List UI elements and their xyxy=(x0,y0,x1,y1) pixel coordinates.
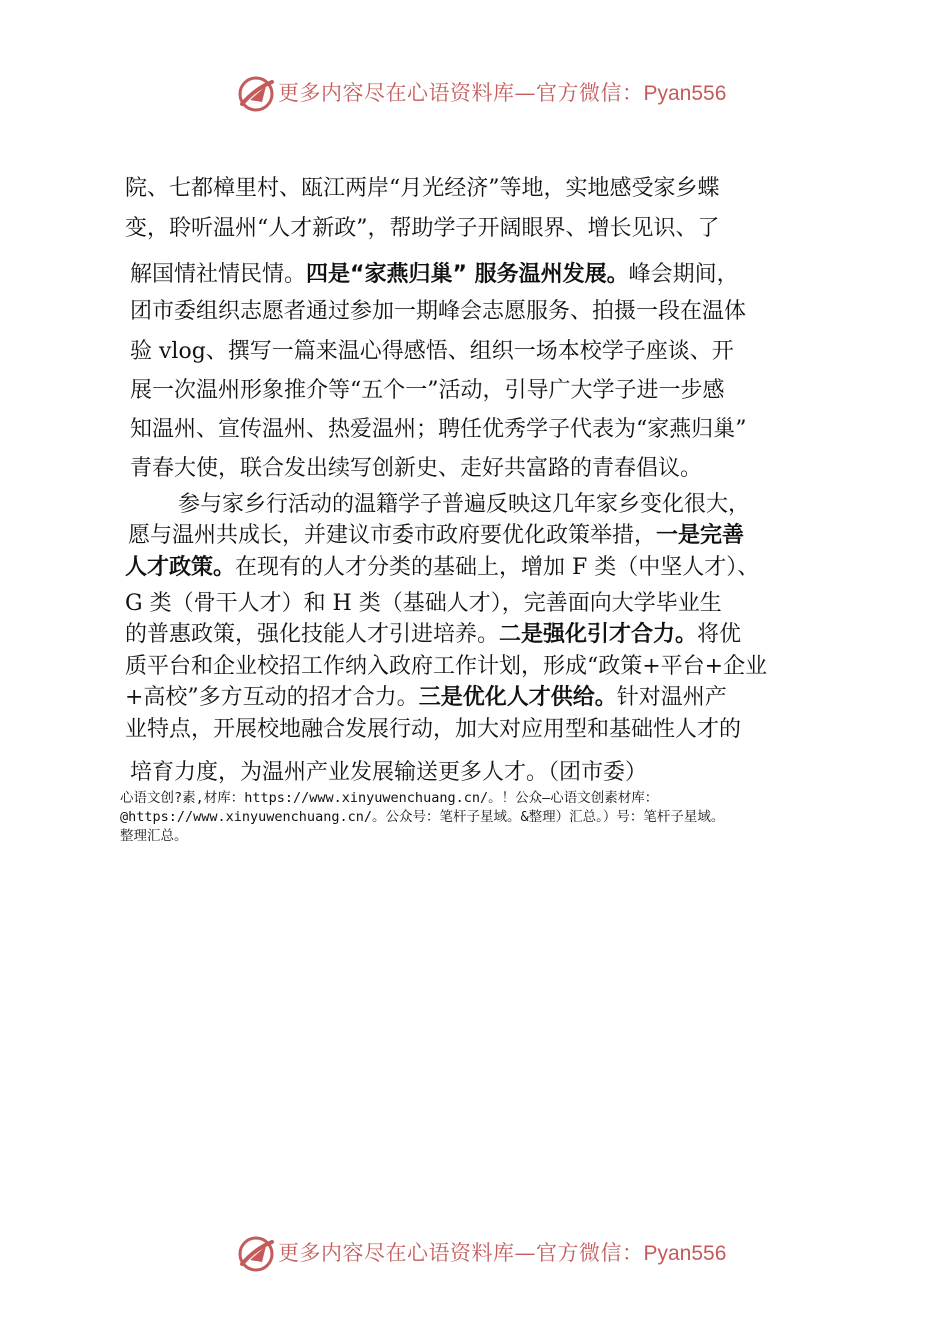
paragraph-line: 验 vlog、撰写一篇来温心得感悟、组织一场本校学子座谈、开 xyxy=(130,339,734,364)
watermark-wechat-id: Pyan556 xyxy=(643,82,727,105)
paragraph-line: 院、七都樟里村、瓯江两岸“月光经济”等地，实地感受家乡蝶 xyxy=(125,176,720,201)
footer-line: 心语文创?素,材库：https://www.xinyuwenchuang.cn/。！公众—心语文创素材库： xyxy=(120,790,659,806)
paragraph-line: 解国情社情民情。四是“家燕归巢” 服务温州发展。峰会期间， xyxy=(130,262,739,287)
paragraph-line: 展一次温州形象推介等“五个一”活动，引导广大学子进一步感 xyxy=(130,378,725,403)
paragraph-line: 知温州、宣传温州、热爱温州；聘任优秀学子代表为“家燕归巢” xyxy=(130,417,747,442)
watermark-header xyxy=(0,72,950,116)
paragraph-line: 青春大使，联合发出续写创新史、走好共富路的青春倡议。 xyxy=(130,456,703,481)
watermark-wechat-id: Pyan556 xyxy=(643,1242,727,1265)
paragraph-line: 参与家乡行活动的温籍学子普遍反映这几年家乡变化很大， xyxy=(178,492,751,517)
bold-heading: 一是完善 xyxy=(656,523,745,548)
bold-heading: 四是“家燕归巢” 服务温州发展。 xyxy=(306,262,629,287)
paragraph-line: 培育力度，为温州产业发展输送更多人才。（团市委） xyxy=(130,760,648,785)
footer-line: @https://www.xinyuwenchuang.cn/。公众号：笔杆子星域。&整理）汇总。）号：笔杆子星域。 xyxy=(120,809,725,825)
paragraph-line: 业特点，开展校地融合发展行动，加大对应用型和基础性人才的 xyxy=(125,717,742,742)
footer-line: 整理汇总。 xyxy=(120,828,188,844)
paragraph-line: 人才政策。在现有的人才分类的基础上，增加 F 类（中坚人才）、 xyxy=(125,555,760,580)
paragraph-line: G 类（骨干人才）和 H 类（基础人才），完善面向大学毕业生 xyxy=(125,591,722,616)
bold-heading: 人才政策。 xyxy=(125,555,236,580)
paragraph-line: 的普惠政策，强化技能人才引进培养。二是强化引才合力。将优 xyxy=(125,622,742,647)
watermark-text: 更多内容尽在心语资料库—官方微信： xyxy=(278,1241,644,1265)
paragraph-line: 团市委组织志愿者通过参加一期峰会志愿服务、拍摄一段在温体 xyxy=(130,299,747,324)
logo-icon xyxy=(236,74,276,114)
watermark-footer xyxy=(0,1232,950,1276)
paragraph-line: 变，聆听温州“人才新政”，帮助学子开阔眼界、增长见识、了 xyxy=(125,216,720,241)
bold-heading: 三是优化人才供给。 xyxy=(418,685,617,710)
paragraph-line: 质平台和企业校招工作纳入政府工作计划，形成“政策+平台+企业 xyxy=(125,654,768,679)
paragraph-line: +高校”多方互动的招才合力。三是优化人才供给。针对温州产 xyxy=(125,685,727,710)
paragraph-line: 愿与温州共成长，并建议市委市政府要优化政策举措，一是完善 xyxy=(128,523,745,548)
watermark-text: 更多内容尽在心语资料库—官方微信： xyxy=(278,81,644,105)
bold-heading: 二是强化引才合力。 xyxy=(499,622,698,647)
logo-icon xyxy=(236,1234,276,1274)
